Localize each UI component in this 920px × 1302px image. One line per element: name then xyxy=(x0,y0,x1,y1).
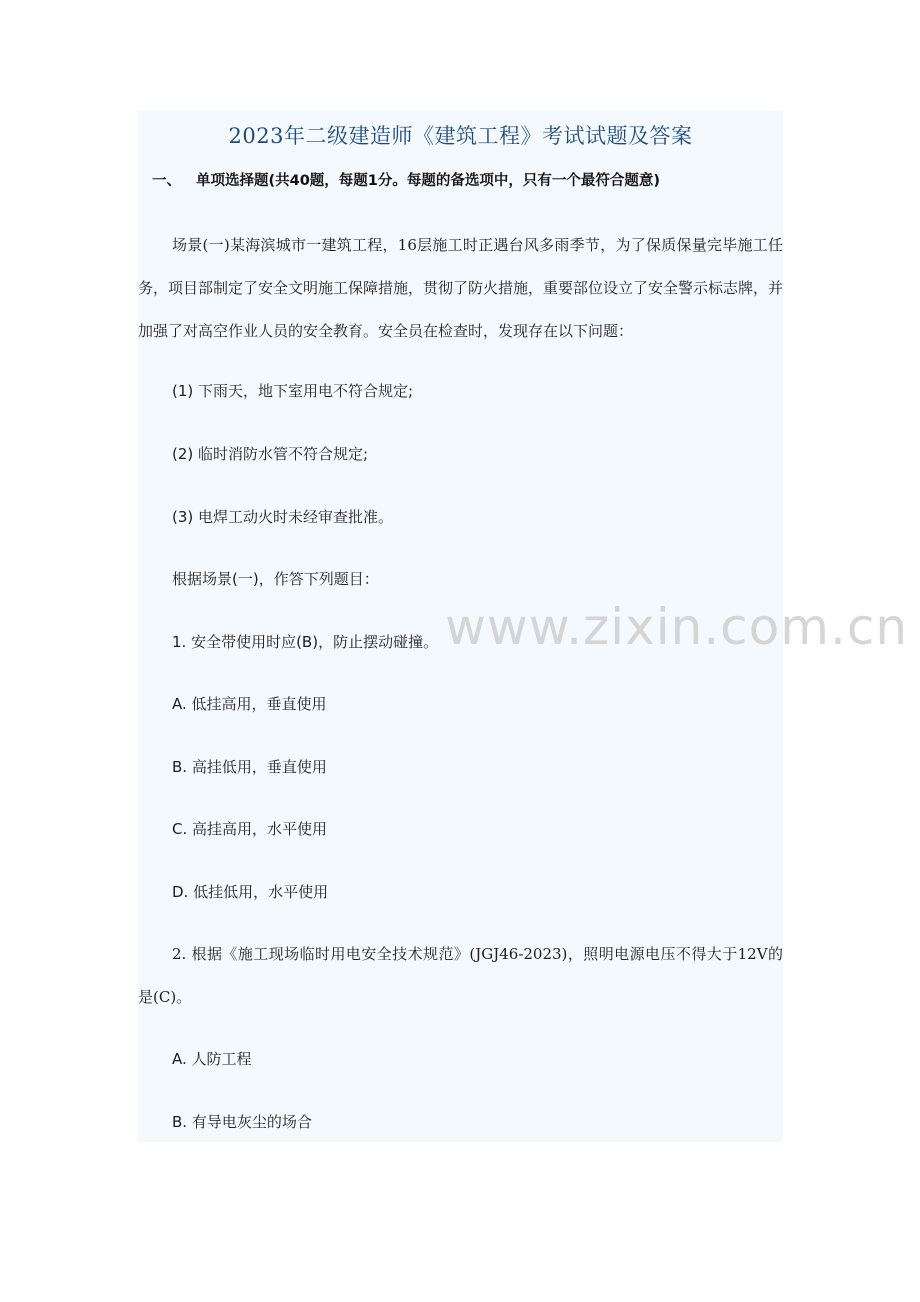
question-1-option-b: B. 高挂低用，垂直使用 xyxy=(172,758,327,776)
question-2-stem: 2. 根据《施工现场临时用电安全技术规范》(JGJ46-2023)，照明电源电压不得大于12V的是(C)。 xyxy=(138,945,783,1006)
scenario-prompt: 根据场景(一)，作答下列题目： xyxy=(172,570,379,588)
question-1-option-a: A. 低挂高用，垂直使用 xyxy=(172,695,327,713)
issue-item-3: (3) 电焊工动火时未经审查批准。 xyxy=(172,508,394,526)
scenario-paragraph: 场景(一)某海滨城市一建筑工程，16层施工时正遇台风多雨季节，为了保质保量完毕施工任务，项目部制定了安全文明施工保障措施，贯彻了防火措施，重要部位设立了安全警示标志牌，并加强了对高空作业人员的安全教育。安全员在检查时，发现存在以下问题： xyxy=(138,236,784,340)
question-2-option-b: B. 有导电灰尘的场合 xyxy=(172,1113,312,1131)
document-title: 2023年二级建造师《建筑工程》考试试题及答案 xyxy=(228,124,693,148)
question-1-stem: 1. 安全带使用时应(B)，防止摆动碰撞。 xyxy=(172,633,439,651)
watermark: www.zixin.com.cn xyxy=(445,598,909,656)
section-number: 一、 xyxy=(152,173,181,189)
issue-item-1: (1) 下雨天，地下室用电不符合规定; xyxy=(172,382,414,400)
question-1-option-d: D. 低挂低用，水平使用 xyxy=(172,883,329,901)
section-heading-text: 单项选择题(共40题，每题1分。每题的备选项中，只有一个最符合题意) xyxy=(196,173,661,189)
issue-item-2: (2) 临时消防水管不符合规定; xyxy=(172,445,369,463)
question-2-option-a: A. 人防工程 xyxy=(172,1050,252,1068)
question-1-option-c: C. 高挂高用，水平使用 xyxy=(172,820,328,838)
section-heading xyxy=(152,169,660,190)
